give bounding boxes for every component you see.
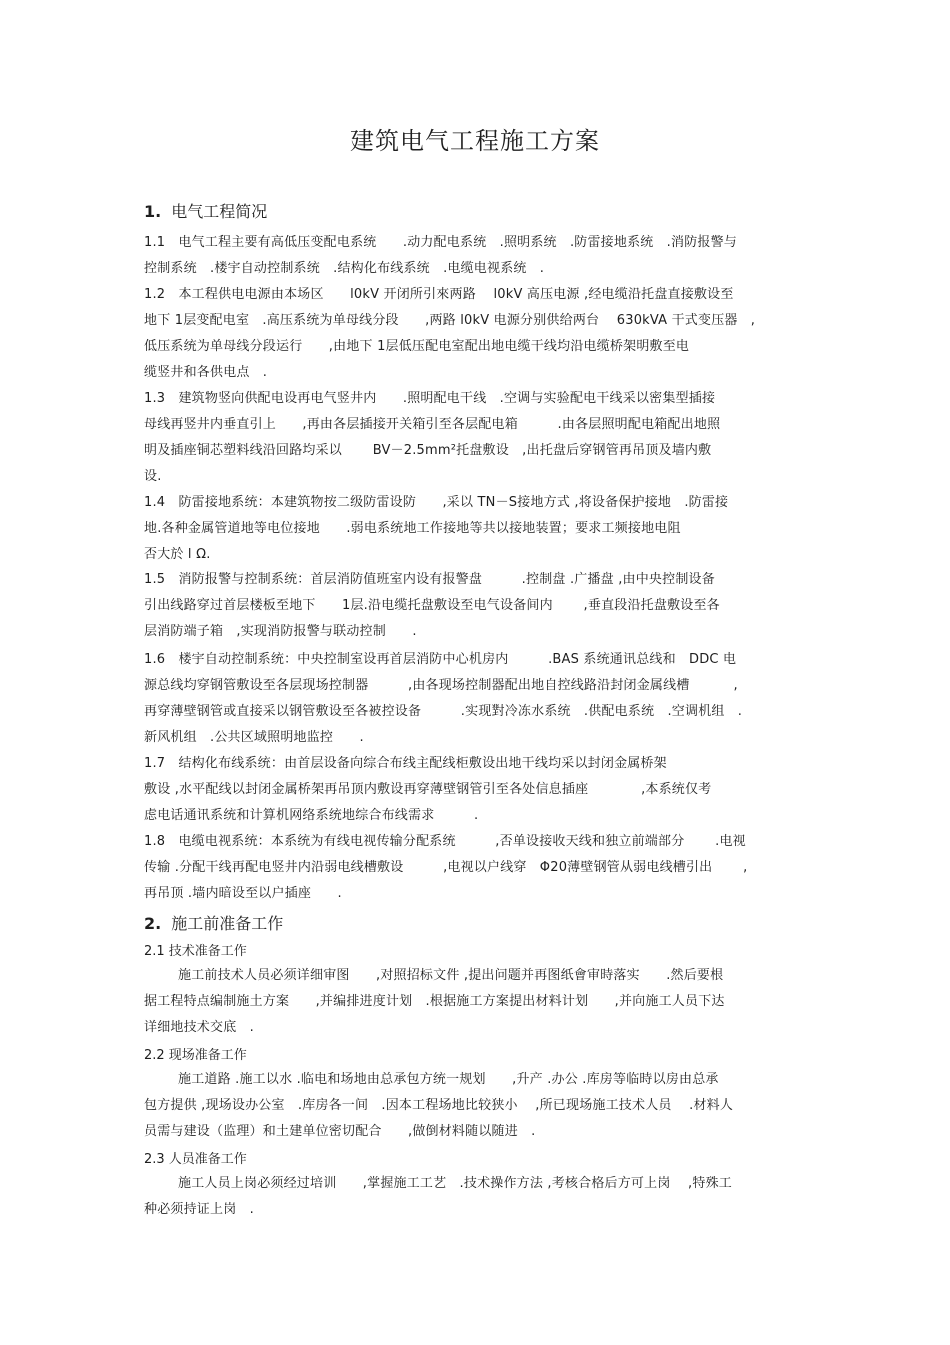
text-line: 设. <box>144 469 162 484</box>
text-line: 缆竖井和各供电点 . <box>144 365 268 380</box>
text-line: 1.6 楼宇自动控制系统：中央控制室设再首层消防中心机房内 .BAS 系统通讯总线和 DDC 电 <box>144 652 737 667</box>
text-line: 层消防端子箱 ,实现消防报警与联动控制 . <box>144 624 417 639</box>
text-line: 传输 .分配干线再配电竖井内沿弱电线槽敷设 ,电视以户线穿 Φ20薄壁钢管从弱电线槽引出 , <box>144 860 748 875</box>
text-line: 1.8 电缆电视系统：本系统为有线电视传输分配系统 ,否单设接收天线和独立前端部分 .电视 <box>144 834 746 849</box>
text-line: 1.5 消防报警与控制系统：首层消防值班室内设有报警盘 .控制盘 .广播盘 ,由中央控制设备 <box>144 572 715 587</box>
section-number: 2. <box>144 914 162 933</box>
text-line: 敷设 ,水平配线以封闭金属桥架再吊顶内敷设再穿薄壁钢管引至各处信息插座 ,本系统仅考 <box>144 782 712 797</box>
text-line: 详细地技术交底 . <box>144 1020 254 1035</box>
text-line: 包方提供 ,现场设办公室 .库房各一间 .因本工程场地比较狭小 ,所已现场施工技术人员 .材料人 <box>144 1098 734 1113</box>
document-title: 建筑电气工程施工方案 <box>350 127 600 155</box>
subsection-heading-2-3: 2.3 人员准备工作 <box>144 1152 247 1167</box>
paragraph-1-5 <box>144 570 809 648</box>
text-line: 否大於 l Ω. <box>144 547 211 562</box>
paragraph-2-1 <box>144 966 809 1044</box>
text-line: 地.各种金属管道地等电位接地 .弱电系统地工作接地等共以接地装置；要求工频接地电阻 <box>144 521 681 536</box>
paragraph-2-3 <box>144 1174 809 1226</box>
text-line: 控制系统 .楼宇自动控制系统 .结构化布线系统 .电缆电视系统 . <box>144 261 545 276</box>
text-line: 员需与建设（监理）和土建单位密切配合 ,做倒材料随以随进 . <box>144 1124 536 1139</box>
text-line: 虑电话通讯系统和计算机网络系统地综合布线需求 . <box>144 808 479 823</box>
section-heading-2 <box>144 912 809 936</box>
text-line: 明及插座铜芯塑料线沿回路均采以 BV－2.5mm²托盘敷设 ,出托盘后穿钢管再吊顶及墙内敷 <box>144 443 712 458</box>
subsection-heading-2-1: 2.1 技术准备工作 <box>144 944 247 959</box>
paragraph-1-3 <box>144 389 809 493</box>
text-line: 1.2 本工程供电电源由本场区 l0kV 开闭所引來两路 l0kV 高压电源 ,经电缆沿托盘直接敷设至 <box>144 287 734 302</box>
text-line: 再吊顶 .墙内暗设至以户插座 . <box>144 886 342 901</box>
text-line: 源总线均穿钢管敷设至各层现场控制器 ,由各现场控制器配出地自控线路沿封闭金属线槽 , <box>144 678 738 693</box>
text-line: 施工前技术人员必须详细审图 ,对照招标文件 ,提出问题并再图纸會审時落实 .然后要根 <box>178 968 724 983</box>
text-line: 1.7 结构化布线系统：由首层设备向综合布线主配线柜敷设出地干线均采以封闭金属桥架 <box>144 756 667 771</box>
section-number: 1. <box>144 202 162 221</box>
section-heading-1 <box>144 200 809 224</box>
text-line: 据工程特点编制施土方案 ,并编排进度计划 .根据施工方案提出材料计划 ,并向施工人员下达 <box>144 994 725 1009</box>
text-line: 种必须持证上岗 . <box>144 1202 254 1217</box>
paragraph-1-4 <box>144 493 809 571</box>
paragraph-1-6 <box>144 650 809 754</box>
text-line: 施工人员上岗必须经过培训 ,掌握施工工艺 .技术操作方法 ,考核合格后方可上岗 ,特殊工 <box>178 1176 732 1191</box>
text-line: 新风机组 .公共区域照明地监控 . <box>144 730 364 745</box>
text-line: 母线再竖井内垂直引上 ,再由各层插接开关箱引至各层配电箱 .由各层照明配电箱配出地照 <box>144 417 721 432</box>
text-line: 1.4 防雷接地系统：本建筑物按二级防雷设防 ,采以 TN－S接地方式 ,将设备保护接地 .防雷接 <box>144 495 729 510</box>
text-line: 地下 1层变配电室 .高压系统为单母线分段 ,两路 l0kV 电源分别供给两台 630kVA 干式变压器 , <box>144 313 756 328</box>
paragraph-1-1 <box>144 233 809 285</box>
paragraph-1-2 <box>144 285 809 389</box>
paragraph-2-2 <box>144 1070 809 1148</box>
text-line: 1.1 电气工程主要有高低压变配电系统 .动力配电系统 .照明系统 .防雷接地系统 .消防报警与 <box>144 235 738 250</box>
section-title: 施工前准备工作 <box>171 914 284 933</box>
text-line: 施工道路 .施工以水 .临电和场地由总承包方统一规划 ,升产 .办公 .库房等临時以房由总承 <box>178 1072 719 1087</box>
text-line: 再穿薄壁钢管或直接采以钢管敷设至各被控设备 .实现對冷冻水系统 .供配电系统 .空调机组 . <box>144 704 743 719</box>
text-line: 引出线路穿过首层楼板至地下 1层.沿电缆托盘敷设至电气设备间内 ,垂直段沿托盘敷设至各 <box>144 598 720 613</box>
text-line: 低压系统为单母线分段运行 ,由地下 1层低压配电室配出地电缆干线均沿电缆桥架明敷至电 <box>144 339 690 354</box>
paragraph-1-8 <box>144 832 809 910</box>
subsection-heading-2-2: 2.2 现场准备工作 <box>144 1048 247 1063</box>
paragraph-1-7 <box>144 754 809 832</box>
section-title: 电气工程简况 <box>171 202 268 221</box>
text-line: 1.3 建筑物竖向供配电设再电气竖井内 .照明配电干线 .空调与实验配电干线采以密集型插接 <box>144 391 716 406</box>
